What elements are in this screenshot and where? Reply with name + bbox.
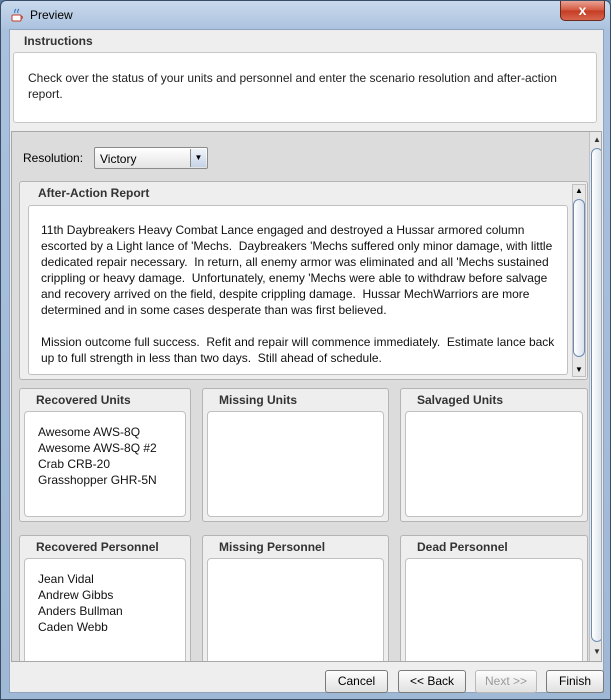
list-item: Anders Bullman [38, 604, 123, 618]
list-item: Jean Vidal [38, 572, 94, 586]
after-action-textarea[interactable] [28, 205, 568, 375]
list-item: Awesome AWS-8Q [38, 425, 141, 439]
salvaged-units-panel [400, 388, 588, 522]
recovered-personnel-list [38, 571, 123, 635]
after-action-section [19, 181, 588, 380]
dead-personnel-title: Dead Personnel [417, 540, 508, 554]
back-button[interactable]: << Back [398, 670, 466, 693]
scroll-thumb[interactable] [573, 199, 585, 357]
scroll-down-icon[interactable]: ▼ [593, 647, 601, 656]
after-action-title: After-Action Report [38, 186, 150, 200]
window-title: Preview [30, 8, 73, 22]
list-item: Grasshopper GHR-5N [38, 473, 157, 487]
next-button[interactable]: Next >> [475, 670, 537, 693]
instructions-text: Check over the status of your units and personnel and enter the scenario resolution and after-action report. [28, 71, 557, 101]
salvaged-units-list-box[interactable] [405, 411, 583, 517]
recovered-units-title: Recovered Units [36, 393, 131, 407]
recovered-personnel-title: Recovered Personnel [36, 540, 159, 554]
chevron-down-icon[interactable]: ▼ [190, 149, 206, 167]
scroll-thumb[interactable] [591, 148, 602, 642]
after-action-scrollbar[interactable] [572, 184, 586, 377]
missing-personnel-title: Missing Personnel [219, 540, 326, 554]
recovered-units-panel [19, 388, 191, 522]
recovered-personnel-list-box[interactable] [24, 558, 186, 662]
scroll-area[interactable] [11, 131, 602, 662]
main-scrollbar[interactable] [589, 132, 602, 661]
dead-personnel-panel [400, 535, 588, 662]
resolution-value: Victory [100, 152, 137, 166]
dead-personnel-list-box[interactable] [405, 558, 583, 662]
java-app-icon [9, 7, 25, 23]
missing-personnel-panel [202, 535, 389, 662]
resolution-label: Resolution: [23, 151, 84, 165]
scroll-up-icon[interactable]: ▲ [593, 135, 601, 144]
list-item: Awesome AWS-8Q #2 [38, 441, 157, 455]
scroll-up-icon[interactable]: ▲ [575, 186, 583, 195]
salvaged-units-title: Salvaged Units [417, 393, 504, 407]
list-item: Andrew Gibbs [38, 588, 114, 602]
missing-personnel-list-box[interactable] [207, 558, 384, 662]
missing-units-title: Missing Units [219, 393, 298, 407]
instructions-title: Instructions [24, 34, 93, 48]
recovered-units-list-box[interactable] [24, 411, 186, 517]
dialog-content [9, 29, 604, 693]
finish-button[interactable]: Finish [546, 670, 604, 693]
recovered-units-list [38, 424, 157, 488]
list-item: Caden Webb [38, 620, 108, 634]
missing-units-panel [202, 388, 389, 522]
close-icon[interactable]: x [560, 1, 605, 21]
resolution-select[interactable] [94, 147, 208, 169]
list-item: Crab CRB-20 [38, 457, 111, 471]
scroll-down-icon[interactable]: ▼ [575, 365, 583, 374]
missing-units-list-box[interactable] [207, 411, 384, 517]
instructions-section [10, 30, 603, 126]
cancel-button[interactable]: Cancel [325, 670, 388, 693]
recovered-personnel-panel [19, 535, 191, 662]
title-bar[interactable] [1, 1, 610, 29]
after-action-text[interactable]: 11th Daybreakers Heavy Combat Lance engaged and destroyed a Hussar armored column escorted by a Light lance of 'Mechs. Daybreakers 'Mechs suffered only minor damage, with little dedicated repair necessary. In return, all enemy armor was eliminated and all 'Mechs sustained crippling or heavy damage. Unfortunately, enemy 'Mechs were able to withdraw before salvage and recovery arrived on the field, despite crippling damage. Hussar MechWarriors are more determined and in some cases desperate than was first believed. Mission outcome full success. Refit and repair will commence immediately. Estimate lance back up to full strength in less than two days. Still ahead of schedule. [41, 223, 555, 365]
instructions-box [13, 52, 597, 123]
